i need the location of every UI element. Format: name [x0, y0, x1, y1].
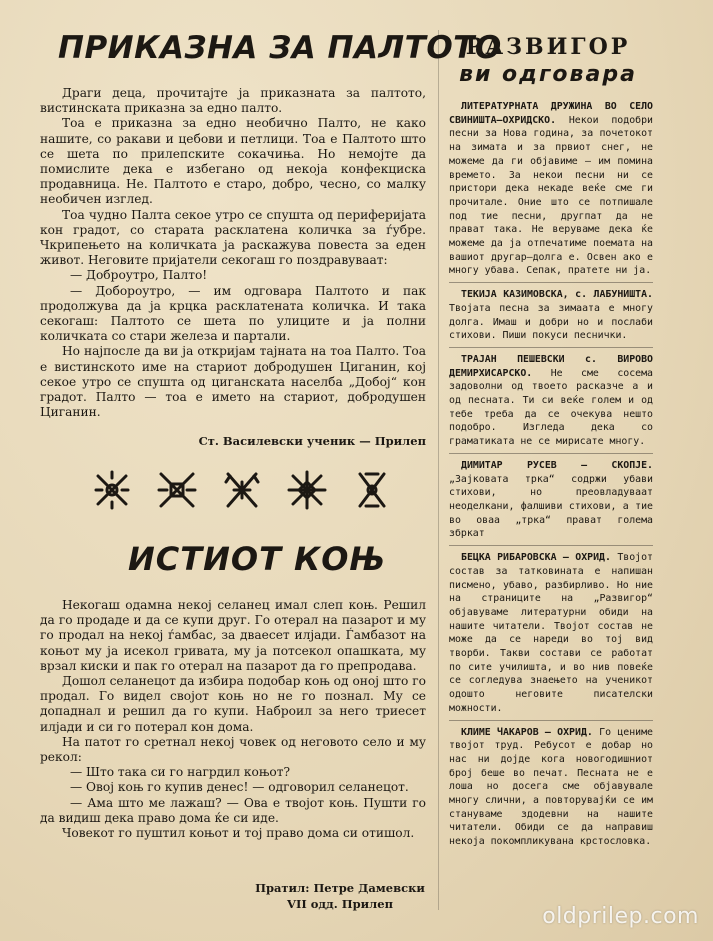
- story2-paragraph: — Овој коњ го купив денес! — одговорил селанецот.: [70, 780, 409, 795]
- letter-text: Не сме сосема задоволни од твоето расказче а и од песната. Ти си веќе голем и од тебе треба да се очекува нешто подобро. Изгледа дека со граматиката не се мирисате многу.: [449, 367, 653, 448]
- reply-letter: [449, 459, 653, 541]
- divider: [449, 545, 653, 546]
- story2-paragraph: — Ама што ме лажаш? — Ова е твојот коњ. Пушти го да видиш дека право дома ќе си иде.: [40, 795, 426, 825]
- folk-ornament-icon: [92, 468, 132, 512]
- story2-signature-line1: Пратил: Петре Дамевски: [255, 881, 425, 895]
- divider: [449, 720, 653, 721]
- reply-letter: [449, 726, 653, 849]
- letter-recipient: ТРАЈАН ПЕШЕВСКИ с. ВИРОВО ДЕМИРХИСАРСКО.: [449, 353, 653, 379]
- story2-signature: [250, 880, 430, 912]
- letter-text: Некои подобри песни за Нова година, за почетокот на зимата и за првиот снег, не можеме да ги објавиме — им помина времето. За некои песни ни се пристори дека некаде веќе сме ги прочитале. Оние што се потпишале под тие песни, другпат да не прават така. Не веруваме дека ќе можеме да ја отпечатиме поемата на вашиот другар—долга е. Освен ако е многу убава. Сепак, пратете ни ја.: [449, 114, 653, 277]
- column-divider: [438, 30, 439, 910]
- letters-column: [449, 100, 653, 849]
- story1-paragraph: Тоа е приказна за едно необично Палто, не како нашите, со ракави и цебови и петлици. Тоа е Палтото што се шета по прилепските сокачиња. Но немојте да помислите дека е избегано од некоја конфекциска продавница. Не. Палтото е старо, добро, чесно, со малку необичен изглед.: [40, 116, 426, 207]
- story1-body: [40, 86, 426, 448]
- story2-title: ИСТИОТ КОЊ: [128, 540, 387, 578]
- story2-paragraph: Дошол селанецот да избира подобар коњ од оној што го продал. Го видел својот коњ но не го познал. Му се допаднал и решил да го купи. Наброил за него триесет илјади и си го потерал кон дома.: [40, 674, 426, 734]
- story2-paragraph: Човекот го пуштил коњот и тој право дома си отишол.: [62, 826, 415, 841]
- razvigor-subtitle: ви одговара: [459, 62, 637, 87]
- divider: [449, 347, 653, 348]
- story1-signature: Ст. Василевски ученик — Прилеп: [198, 434, 426, 449]
- story2-paragraph: — Што така си го нагрдил коњот?: [70, 765, 290, 780]
- letter-text: „Зајковата трка“ содржи убави стихови, но преовладуваат неоделкани, фалшиви стихови, а тие во оваа „трка“ прават голема збркат: [449, 473, 653, 540]
- story1-paragraph: — Добороутро, — им одговара Палтото и пак продолжува да ја крцка расклатената количка. И така секогаш: Палтото се шета по улиците и ја полни количката со стари железа и партали.: [40, 283, 426, 344]
- left-column: [40, 22, 502, 66]
- story1-paragraph: Тоа чудно Палта секое утро се спушта од периферијата кон градот, со старата расклатена количка за ѓубре. Чкрипењето на количката ја раскажува повеста за еден живот. Неговите пријатели секогаш го поздравуваат:: [40, 207, 426, 268]
- razvigor-title: РАЗВИГОР: [465, 34, 631, 60]
- reply-letter: [449, 100, 653, 278]
- reply-letter: [449, 353, 653, 449]
- reply-letter: [449, 288, 653, 343]
- story2-paragraph: На патот го сретнал некој човек од неговото село и му рекол:: [40, 734, 426, 765]
- story1-paragraph: Но најпосле да ви ја откријам тајната на тоа Палто. Тоа е вистинското име на стариот добродушен Циганин, кој секое утро се спушта од циганската населба „Добој“ кон градот. Палто — тоа е името на стариот, добродушен Циганин.: [40, 344, 426, 420]
- letter-text: Твојата песна за зимаата е многу долга. Имаш и добри но и послаби стихови. Пиши покуси песнички.: [449, 302, 653, 342]
- story2-paragraph: Некогаш одамна некој селанец имал слеп коњ. Решил да го продаде и да се купи друг. Го отерал на пазарот и му го продал на некој ѓамбас, за дваесет илјади. Ѓамбазот на коњот му ја исекол гривата, му ја потсекол опашката, му врзал киски и пак го отерал на пазарот да го препродава.: [40, 598, 426, 673]
- story2-signature-line2: VII одд. Прилеп: [287, 897, 393, 911]
- story1-title: ПРИКАЗНА ЗА ПАЛТОТО: [58, 30, 502, 66]
- folk-ornament-icon: [287, 468, 327, 512]
- letter-recipient: ТЕКИЈА КАЗИМОВСКА, с. ЛАБУНИШТА.: [461, 289, 653, 301]
- letter-recipient: ДИМИТАР РУСЕВ — СКОПЈЕ.: [461, 459, 653, 471]
- story1-paragraph: — Доброутро, Палто!: [70, 268, 208, 283]
- story2-body: [40, 598, 426, 841]
- right-column: [445, 22, 651, 87]
- folk-ornament-icon: [352, 468, 392, 512]
- letter-text: Твојот состав за татковината е напишан писмено, убаво, разбирливо. Но ние на страниците на „Развигор“ објавуваме литературни обиди на нашите читатели. Твојот состав не може да се нареди во тој вид творби. Такви состави се работат по сите училишта, и во нив повеќе се согледува знаењето на ученикот одошто неговите писателски можности.: [449, 552, 653, 714]
- ornament-row: [92, 468, 392, 518]
- letter-recipient: КЛИМЕ ЧАКАРОВ — ОХРИД.: [461, 726, 593, 738]
- reply-letter: [449, 551, 653, 715]
- watermark: oldprilep.com: [542, 904, 699, 929]
- story1-paragraph: Драги деца, прочитајте ја приказната за палтото, вистинската приказна за едно палто.: [40, 86, 426, 116]
- folk-ornament-icon: [157, 468, 197, 512]
- letter-recipient: БЕЦКА РИБАРОВСКА — ОХРИД.: [461, 552, 611, 564]
- letter-text: Го цениме твојот труд. Ребусот е добар но нас ни дојде кога новогодишниот број беше во печат. Песната не е лоша но досега сме објавувале многу слични, а повторувајќи се им стануваме здодевни на нашите читатели. Обиди се да направиш некоја покомпликувана крстословка.: [449, 726, 653, 848]
- folk-ornament-icon: [222, 468, 262, 512]
- letter-recipient: ЛИТЕРАТУРНАТА ДРУЖИНА ВО СЕЛО СВИНИШТА—ОХРИДСКО.: [449, 101, 653, 126]
- divider: [449, 282, 653, 283]
- divider: [449, 453, 653, 454]
